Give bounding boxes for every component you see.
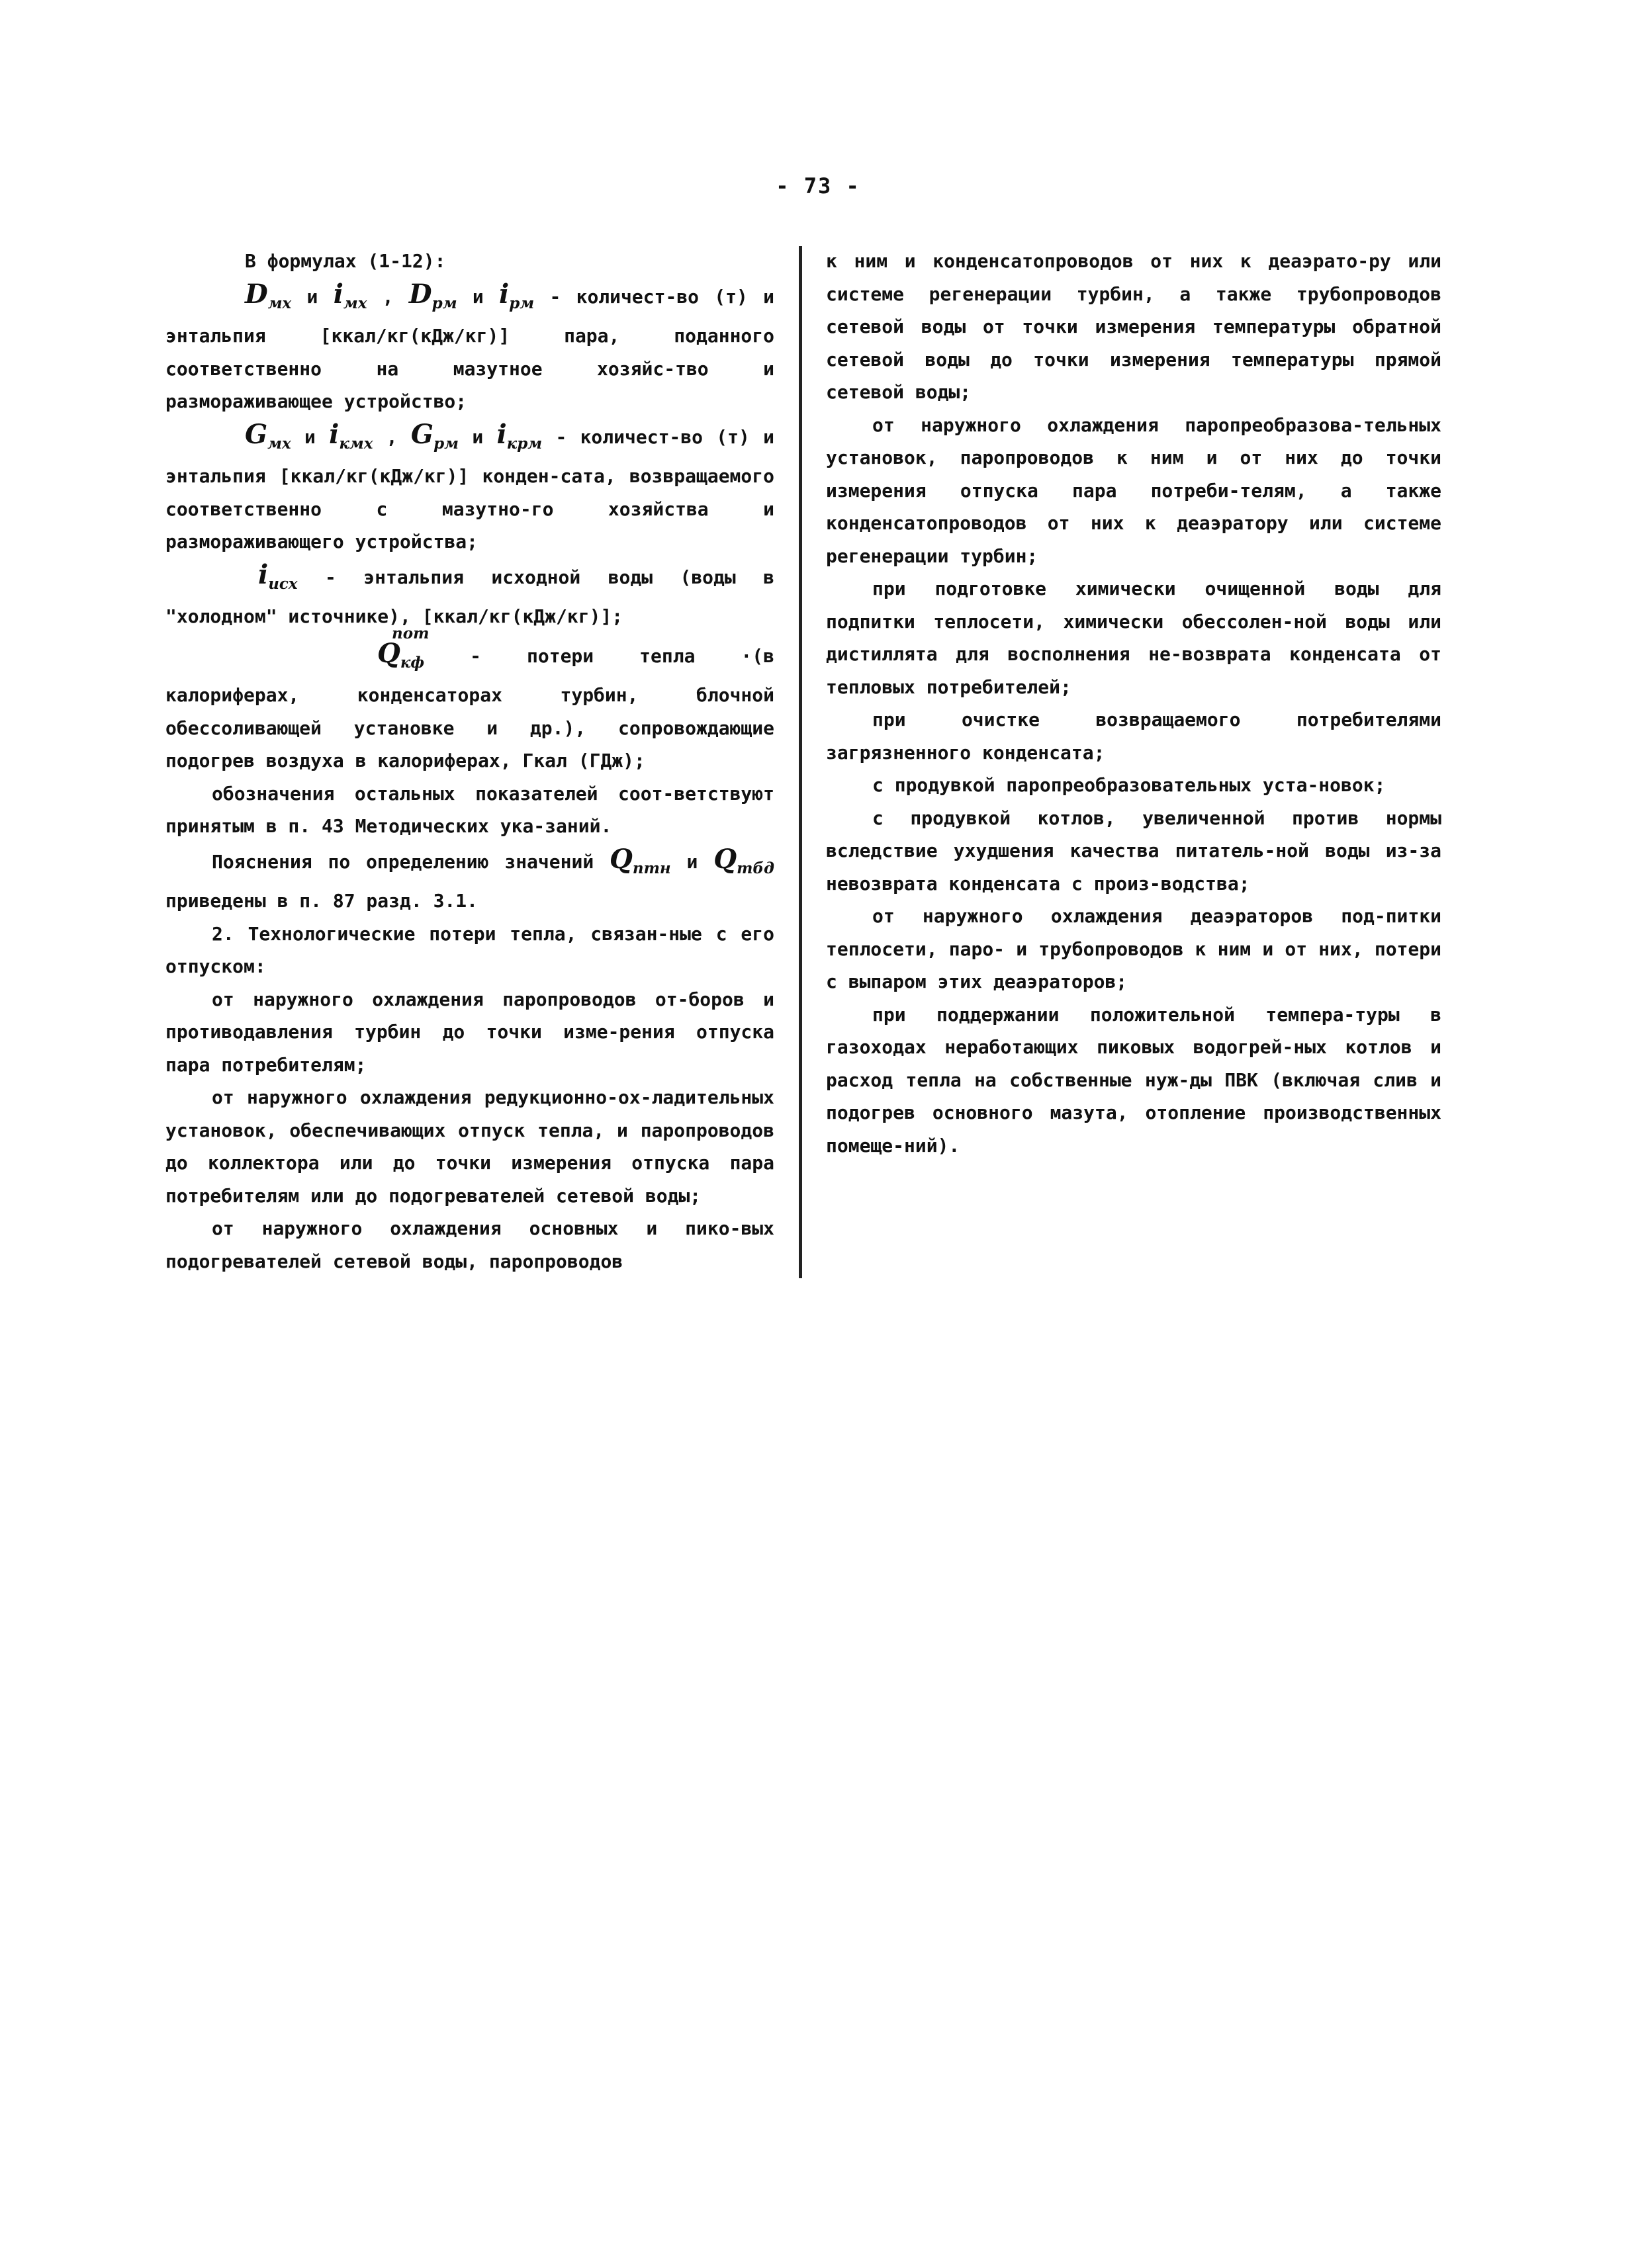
definition-source-water: $i_{исх}$ - энтальпия исходной воды (воды в "холодном" источнике), [ккал/кг(кДж/кг)]; xyxy=(165,558,774,627)
loss-reducing-units: от наружного охлаждения редукционно-ох-ладительных установок, обеспечивающих отпуск тепла, и паропроводов до коллектора или до точки измерения отпуска пара потребителям или до подогревателей сетевой воды; xyxy=(165,1086,774,1207)
loss-peak-boilers: при поддержании положительной темпера-туры в газоходах неработающих пиковых водогрей-ных котлов и расход тепла на собственные нуж-ды ПВК (включая слив и подогрев основного мазута, отопление производственных помеще-ний). xyxy=(826,1003,1441,1156)
continuation-condensate-lines: к ним и конденсатопроводов от них к деаэрато-ру или системе регенерации турбин, а также трубопроводов сетевой воды от точки измерения температуры обратной сетевой воды до точки измерения температуры прямой сетевой воды; xyxy=(826,250,1441,403)
definition-heater-losses: Q пот $_{кф}$ - потери тепла ·(в калориферах, конденсаторах турбин, блочной обессоливающей установке и др.), сопровождающие подогрев воздуха в калориферах, Гкал (ГДж); xyxy=(165,624,774,771)
right-column xyxy=(826,245,1441,1162)
left-column xyxy=(165,245,774,1278)
definition-steam-mazut: $D_{мх}$ и $i_{мх}$ , $D_{рм}$ и $i_{рм}$ - количест-во (т) и энтальпия [ккал/кг(кДж/кг)] пара, поданного соответственно на мазутное хозяйс-тво и размораживающее устройство; xyxy=(165,278,775,412)
other-symbols-note: обозначения остальных показателей соот-ветствуют принятым в п. 43 Методических ука-заний. xyxy=(165,782,774,837)
explanations-note: Пояснения по определению значений $Q_{птн}$ и $Q_{тбд}$ приведены в п. 87 разд. 3.1. xyxy=(165,843,775,912)
section-2-heading: 2. Технологические потери тепла, связан-ные с его отпуском: xyxy=(165,922,774,977)
page-number: - 73 - xyxy=(776,173,860,198)
loss-network-heaters: от наружного охлаждения основных и пико-вых подогревателей сетевой воды, паропроводов xyxy=(165,1217,774,1272)
loss-converter-blowdown: с продувкой паропреобразовательных уста-новок; xyxy=(872,774,1386,796)
loss-deaerators: от наружного охлаждения деаэраторов под-питки теплосети, паро- и трубопроводов к ним и от них, потери с выпаром этих деаэраторов; xyxy=(826,905,1441,992)
loss-steam-pipelines: от наружного охлаждения паропроводов от-боров и противодавления турбин до точки изме-рения отпуска пара потребителям; xyxy=(165,988,774,1076)
column-divider xyxy=(799,246,802,1278)
loss-boiler-blowdown: с продувкой котлов, увеличенной против нормы вследствие ухудшения качества питатель-ной воды из-за невозврата конденсата с произ-водства; xyxy=(826,807,1441,894)
loss-steam-converters: от наружного охлаждения паропреобразова-тельных установок, паропроводов к ним и от них до точки измерения отпуска пара потреби-телям, а также конденсатопроводов от них к деаэратору или системе регенерации турбин; xyxy=(826,414,1441,567)
formula-intro: В формулах (1-12): xyxy=(245,250,446,272)
loss-water-treatment: при подготовке химически очищенной воды для подпитки теплосети, химически обессолен-ной воды или дистиллята для восполнения не-возврата конденсата от тепловых потребителей; xyxy=(826,578,1441,698)
definition-condensate-mazut: $G_{мх}$ и $i_{кмх}$ , $G_{рм}$ и $i_{крм}$ - количест-во (т) и энтальпия [ккал/кг(кДж/кг)] конден-сата, возвращаемого соответственно с мазутно-го хозяйства и размораживающего устройства; xyxy=(165,418,774,552)
loss-condensate-cleaning: при очистке возвращаемого потребителями загрязненного конденсата; xyxy=(826,709,1441,763)
